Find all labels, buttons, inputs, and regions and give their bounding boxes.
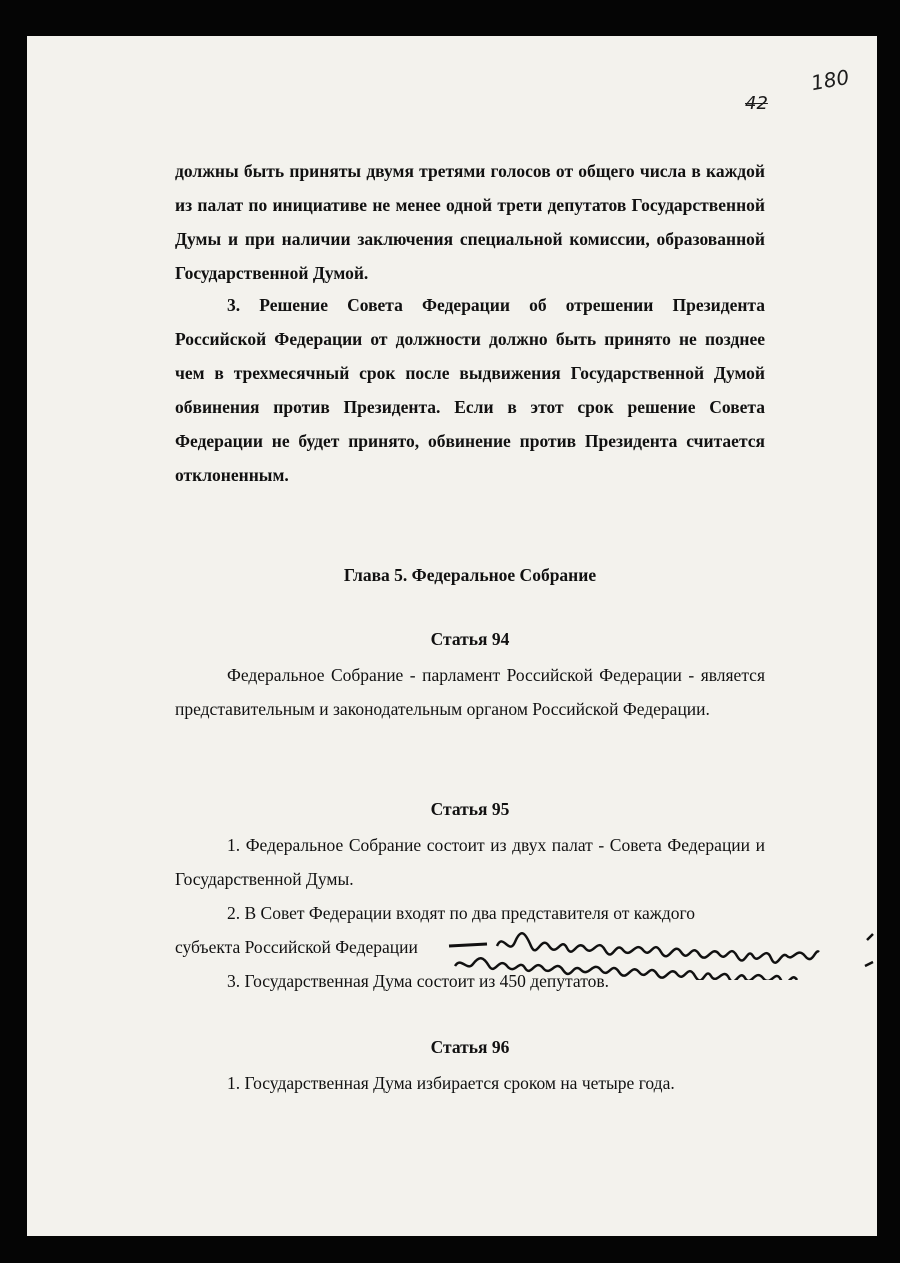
article-95-part3: 3. Государственная Дума состоит из 450 депутатов.	[227, 971, 610, 991]
page-number-struck: 42	[745, 93, 768, 114]
article-94-text: Федеральное Собрание - парламент Российской Федерации - является представительным и законодательным органом Российской Федерации.	[175, 665, 765, 719]
chapter-title: Глава 5. Федеральное Собрание	[343, 565, 597, 585]
article-94-title: Статья 94	[430, 629, 510, 649]
article-95-part2-line2: субъекта Российской Федерации	[175, 937, 418, 957]
article-96-part1: 1. Государственная Дума избирается сроком на четыре года.	[227, 1073, 675, 1093]
paragraph-article93-part3: 3. Решение Совета Федерации об отрешении Президента Российской Федерации от должности должно быть принято не позднее чем в трехмесячный срок после выдвижения Государственной Думой обвинения против Президента. Если в этот срок решение Совета Федерации не будет принято, обвинение против Президента считается отклоненным.	[175, 295, 765, 485]
paragraph-continuation: должны быть приняты двумя третями голосов от общего числа в каждой из палат по инициативе не менее одной трети депутатов Государственной Думы и при наличии заключения специальной комиссии, образованной Государственной Думой.	[175, 161, 765, 283]
document-page	[27, 36, 877, 1236]
article-96-title: Статья 96	[430, 1037, 510, 1057]
article-95-part1: 1. Федеральное Собрание состоит из двух палат - Совета Федерации и Государственной Думы.	[175, 835, 765, 889]
article-95-part2-line1: 2. В Совет Федерации входят по два представителя от каждого	[227, 903, 696, 923]
page-number-handwritten: 180	[809, 64, 851, 96]
article-95-title: Статья 95	[430, 799, 510, 819]
